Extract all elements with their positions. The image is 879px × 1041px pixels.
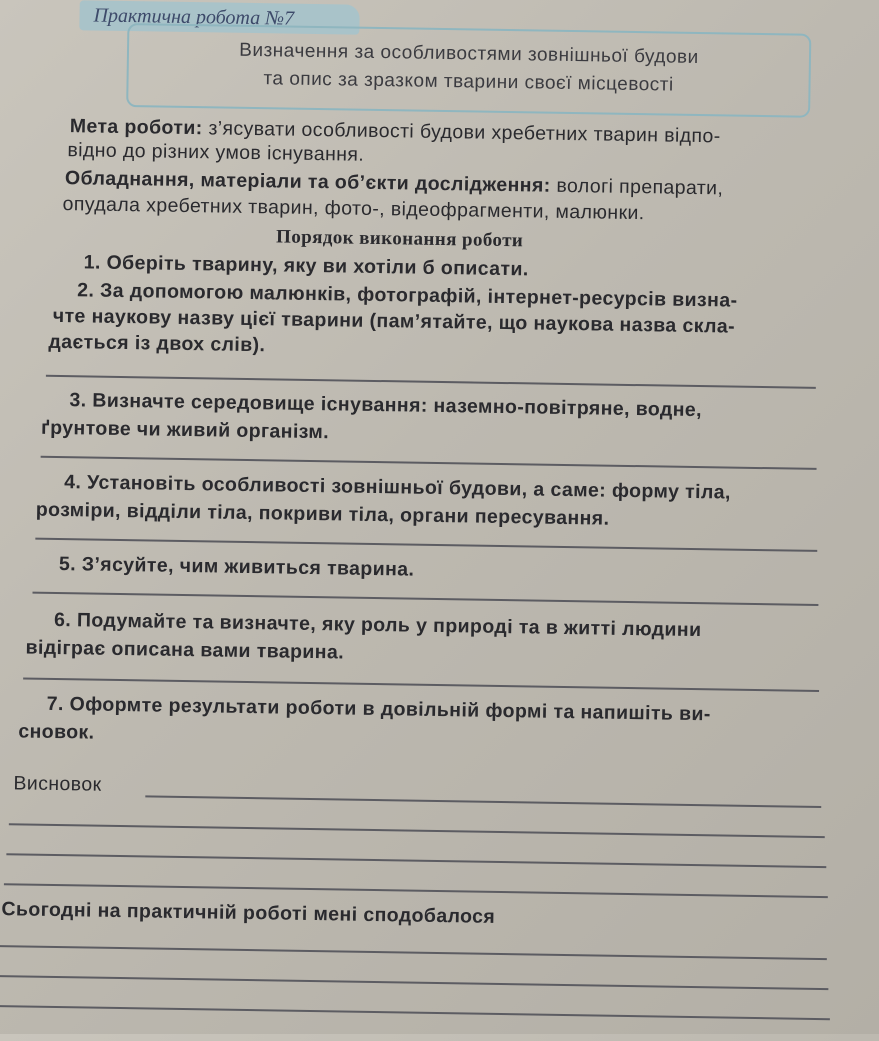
step-1: 1. Оберіть тварину, яку ви хотіли б описати. <box>83 251 529 281</box>
answer-line-step-4[interactable] <box>35 538 817 552</box>
step-6-line-1: 6. Подумайте та визначте, яку роль у природі та в житті людини <box>53 608 702 642</box>
liked-line-1[interactable] <box>0 945 827 960</box>
step-3-line-2: ґрунтове чи живий організм. <box>40 416 330 444</box>
equipment-label: Обладнання, матеріали та об’єкти дослідження: <box>64 167 551 197</box>
step-7-line-1: 7. Оформте результати роботи в довільній формі та напишіть ви- <box>46 692 711 726</box>
title-line-1: Визначення за особливостями зовнішньої будови <box>239 39 699 69</box>
step-3-line-1: 3. Визначте середовище існування: наземно-повітряне, водне, <box>69 389 703 422</box>
answer-line-step-2[interactable] <box>46 375 816 389</box>
conclusion-line-1[interactable] <box>145 795 821 807</box>
step-4-line-1: 4. Установіть особливості зовнішньої будови, а саме: форму тіла, <box>64 471 731 504</box>
step-5: 5. З’ясуйте, чим живиться тварина. <box>58 553 415 581</box>
answer-line-step-3[interactable] <box>41 456 817 470</box>
conclusion-label: Висновок <box>13 772 102 796</box>
equipment-text-1: вологі препарати, <box>550 174 724 200</box>
title-box <box>126 23 811 118</box>
equipment-line-2: опудала хребетних тварин, фото-, відеофрагменти, малюнки. <box>62 193 645 225</box>
goal-line-2: відно до різних умов існування. <box>67 139 365 166</box>
liked-line-3[interactable] <box>0 1005 830 1020</box>
conclusion-line-3[interactable] <box>6 853 826 867</box>
step-7-line-2: сновок. <box>18 720 95 744</box>
answer-line-step-5[interactable] <box>32 592 818 606</box>
conclusion-line-4[interactable] <box>4 883 828 897</box>
title-line-2: та опис за зразком тварини своєї місцевості <box>263 68 674 96</box>
procedure-heading: Порядок виконання роботи <box>275 226 524 252</box>
step-2-line-3: дається із двох слів). <box>48 330 266 357</box>
practical-work-tab: Практична робота №7 <box>79 0 359 34</box>
answer-line-step-6[interactable] <box>23 677 819 691</box>
conclusion-line-2[interactable] <box>9 823 825 837</box>
goal-text-1: з’ясувати особливості будови хребетних тварин відпо- <box>202 117 721 148</box>
liked-label: Сьогодні на практичній роботі мені сподобалося <box>1 898 496 928</box>
step-6-line-2: відіграє описана вами тварина. <box>25 636 345 664</box>
step-2-line-2: чте наукову назву цієї тварини (пам’ятайте, що наукова назва скла- <box>52 304 736 338</box>
liked-line-2[interactable] <box>0 975 828 990</box>
step-2-line-1: 2. За допомогою малюнків, фотографій, інтернет-ресурсів визна- <box>77 279 738 312</box>
goal-label: Мета роботи: <box>69 115 203 140</box>
step-4-line-2: розміри, відділи тіла, покриви тіла, органи пересування. <box>35 498 610 530</box>
